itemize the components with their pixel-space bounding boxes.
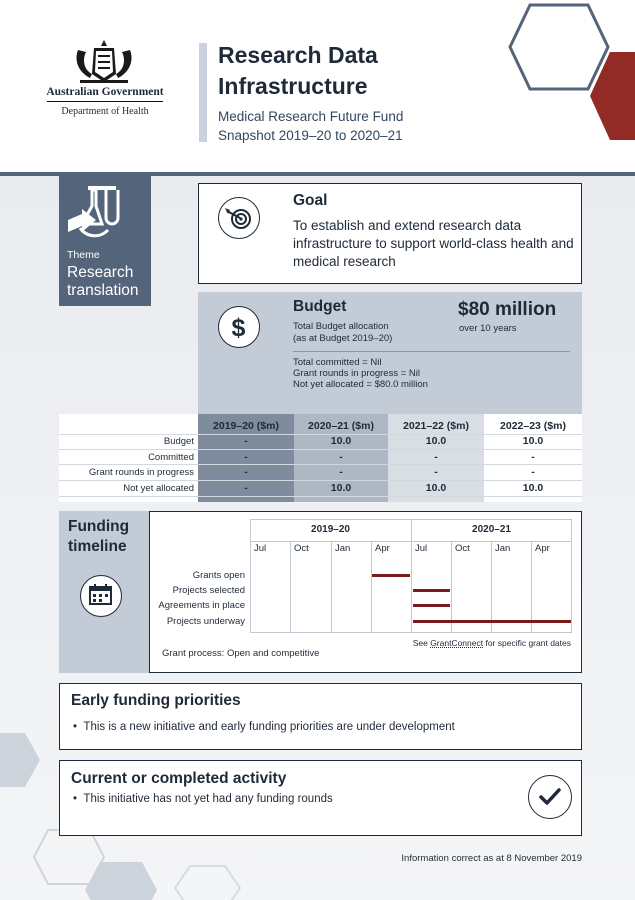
timeline-row-label: Agreements in place — [158, 600, 245, 611]
funding-timeline-heading: Funding timeline — [68, 518, 130, 555]
timeline-month: Jul — [415, 543, 428, 554]
table-cell: 10.0 — [425, 435, 447, 447]
dollar-icon — [219, 307, 258, 346]
table-cell: - — [244, 435, 248, 447]
budget-heading: Budget — [293, 298, 347, 315]
budget-amount-sub: over 10 years — [459, 323, 517, 334]
goal-heading: Goal — [293, 192, 328, 209]
calendar-icon-circle — [80, 575, 122, 617]
table-header: 2020–21 ($m) — [308, 420, 374, 432]
check-icon-circle — [528, 775, 572, 819]
grid-line — [371, 541, 372, 633]
timeline-month: Oct — [455, 543, 470, 554]
table-cell: - — [531, 466, 535, 478]
timeline-month: Apr — [375, 543, 390, 554]
row-divider — [59, 464, 582, 465]
grid-line — [290, 541, 291, 633]
timeline-month: Apr — [535, 543, 550, 554]
theme-panel — [59, 176, 151, 306]
table-cell: 10.0 — [425, 482, 447, 494]
org-name: Australian Government — [46, 86, 164, 98]
table-cell: - — [339, 451, 343, 463]
row-divider — [59, 496, 582, 497]
timeline-note: See GrantConnect for specific grant dates — [412, 638, 571, 648]
table-cell: - — [339, 466, 343, 478]
budget-icon-circle — [218, 306, 260, 348]
table-cell: 10.0 — [330, 435, 352, 447]
row-label: Committed — [148, 452, 194, 463]
row-divider — [59, 449, 582, 450]
table-header: 2022–23 ($m) — [500, 420, 566, 432]
projects-underway-bar — [413, 620, 571, 623]
table-cell: - — [434, 451, 438, 463]
target-icon — [219, 198, 258, 237]
row-divider — [59, 480, 582, 481]
current-activity-heading: Current or completed activity — [71, 770, 287, 787]
table-header: 2019–20 ($m) — [213, 420, 279, 432]
theme-name: Research translation — [67, 264, 139, 299]
goal-icon-circle — [218, 197, 260, 239]
title-accent-bar — [199, 43, 207, 142]
budget-divider — [293, 351, 570, 352]
table-cell: - — [244, 451, 248, 463]
timeline-year: 2019–20 — [311, 524, 350, 535]
page-title: Research Data Infrastructure — [218, 42, 378, 99]
timeline-row-label: Grants open — [192, 570, 245, 581]
svg-text:$: $ — [231, 314, 246, 342]
table-cell: - — [434, 466, 438, 478]
budget-subtext: Total Budget allocation (as at Budget 2019–20) — [293, 321, 393, 344]
early-priorities-heading: Early funding priorities — [71, 692, 241, 709]
budget-amount: $80 million — [458, 299, 557, 320]
department-name: Department of Health — [61, 106, 149, 117]
footer-note: Information correct as at 8 November 2019 — [401, 853, 582, 864]
agreements-bar — [413, 604, 450, 607]
table-cell: 10.0 — [522, 435, 544, 447]
budget-summary: Total committed = Nil Grant rounds in progress = Nil Not yet allocated = $80.0 million — [293, 357, 428, 390]
grant-process: Grant process: Open and competitive — [162, 648, 320, 659]
row-label: Budget — [163, 436, 194, 447]
theme-label: Theme — [67, 249, 100, 261]
table-cell: 10.0 — [522, 482, 544, 494]
table-header: 2021–22 ($m) — [403, 420, 469, 432]
table-cell: - — [244, 482, 248, 494]
timeline-month: Oct — [294, 543, 309, 554]
table-cell: - — [244, 466, 248, 478]
page-subtitle: Medical Research Future Fund Snapshot 2019–20 to 2020–21 — [218, 109, 404, 143]
timeline-row-label: Projects selected — [172, 585, 245, 596]
divider — [47, 101, 163, 102]
table-cell: 10.0 — [330, 482, 352, 494]
timeline-month: Jan — [495, 543, 511, 554]
timeline-month: Jul — [254, 543, 267, 554]
grid-line — [331, 541, 332, 633]
table-cell: - — [531, 451, 535, 463]
row-label: Grant rounds in progress — [88, 467, 194, 478]
projects-selected-bar — [413, 589, 450, 592]
flask-arrow-icon — [66, 184, 126, 246]
calendar-icon — [81, 576, 120, 615]
timeline-row-label: Projects underway — [166, 616, 245, 627]
timeline-month: Jan — [335, 543, 351, 554]
grantconnect-link[interactable]: GrantConnect — [430, 638, 484, 648]
grants-open-bar — [372, 574, 410, 577]
current-activity-bullet: • This initiative has not yet had any funding rounds — [73, 793, 333, 805]
row-label: Not yet allocated — [123, 483, 194, 494]
early-priorities-bullet: • This is a new initiative and early funding priorities are under development — [73, 721, 455, 733]
timeline-year: 2020–21 — [472, 524, 511, 535]
checkmark-icon — [529, 776, 570, 817]
coat-of-arms-icon — [72, 40, 136, 86]
goal-text: To establish and extend research data infrastructure to support world-class health and medical research — [293, 218, 574, 269]
